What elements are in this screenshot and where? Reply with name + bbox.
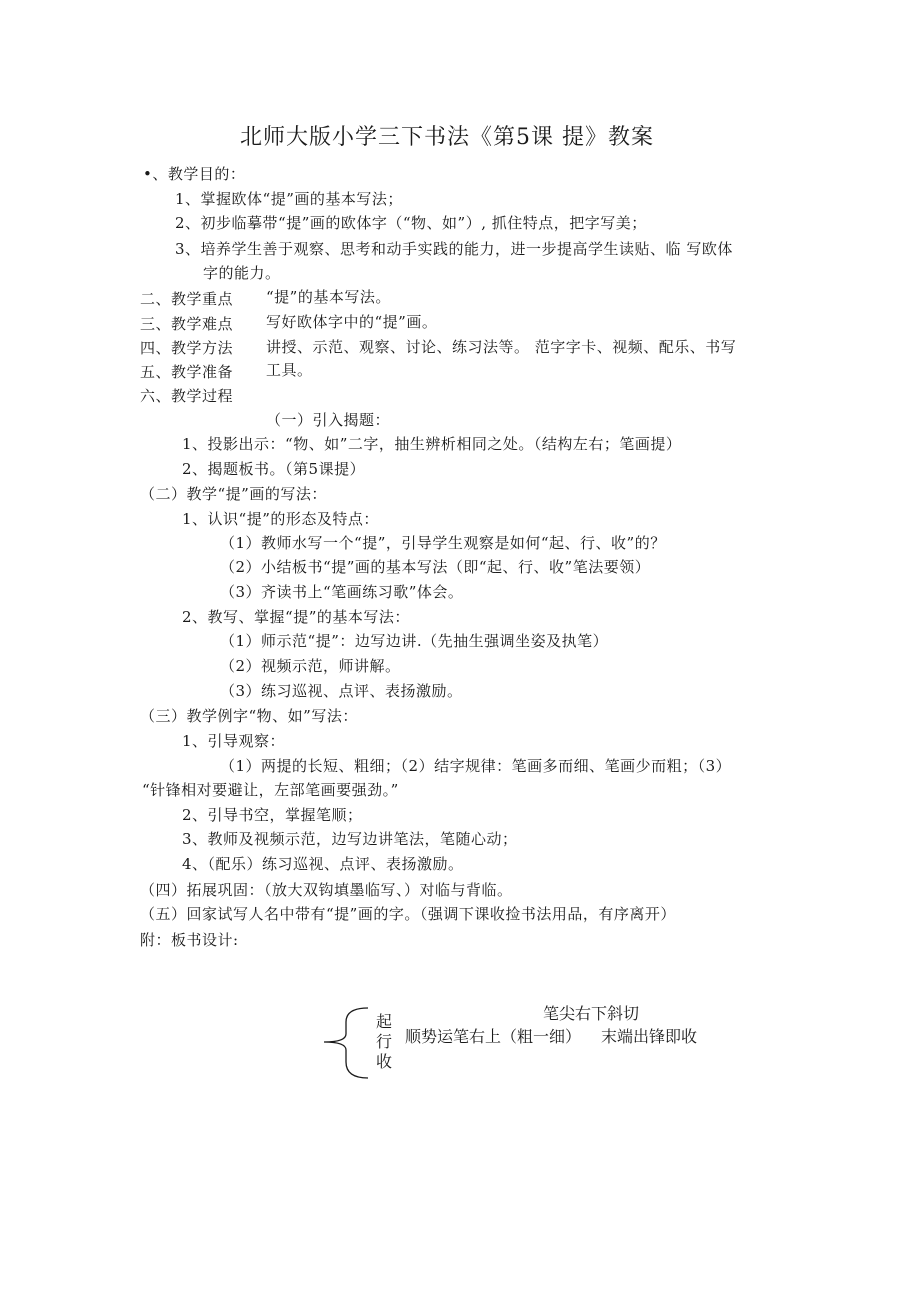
appendix-label: 附：板书设计: [140,931,239,949]
brace-icon [318,1004,378,1084]
method-label: 四、教学方法 [140,339,234,357]
part2-item-2-sub-3: （3）练习巡视、点评、表扬激励。 [220,682,463,700]
page-title: 北师大版小学三下书法《第5课 提》教案 [240,125,654,150]
part2-item-1-sub-1: （1）教师水写一个“提”，引导学生观察是如何“起、行、收”的？ [220,534,666,552]
part2-item-1-sub-2: （2）小结板书“提”画的基本写法（即“起、行、收”笔法要领） [220,558,651,576]
goal-item-2: 2、初步临摹带“提”画的欧体字（“物、如”）, 抓住特点，把字写美； [175,214,647,232]
goal-heading: •、教学目的： [143,165,246,183]
part2-item-2-sub-1: （1）师示范“提”：边写边讲.（先抽生强调坐姿及执笔） [220,632,609,650]
difficulty-label: 三、教学难点 [140,315,234,333]
part2-heading: （二）教学“提”画的写法： [140,485,327,503]
board-middle-left: 顺势运笔右上（粗一细） [405,1027,582,1046]
difficulty-text: 写好欧体字中的“提”画。 [266,313,438,331]
goal-item-1: 1、掌握欧体“提”画的基本写法； [175,190,403,208]
method-text: 讲授、示范、观察、讨论、练习法等。 范字字卡、视频、配乐、书写 [266,338,737,356]
part1-item-1: 1、投影出示：“物、如”二字，抽生辨析相同之处。（结构左右；笔画提） [182,435,682,453]
part3-item-1-line-1: （1）两提的长短、粗细；（2）结字规律：笔画多而细、笔画少而粗；（3） [220,757,732,775]
focus-label: 二、教学重点 [140,290,234,308]
board-char-shou: 收 [375,1052,392,1071]
prep-label: 五、教学准备 [140,363,234,381]
part3-item-3: 3、教师及视频示范，边写边讲笔法，笔随心动； [182,830,518,848]
process-label: 六、教学过程 [140,387,234,405]
board-middle-right: 末端出锋即收 [601,1027,698,1046]
board-char-qi: 起 [375,1012,392,1031]
part2-item-1: 1、认识“提”的形态及特点： [182,510,379,528]
part3-item-1: 1、引导观察： [182,732,286,750]
part3-item-4: 4、（配乐）练习巡视、点评、表扬激励。 [182,855,464,873]
part3-heading: （三）教学例字“物、如”写法： [140,707,358,725]
board-top-text: 笔尖右下斜切 [543,1004,640,1023]
part1-item-2: 2、揭题板书。（第5课提） [182,460,366,478]
goal-item-3: 3、培养学生善于观察、思考和动手实践的能力，进一步提高学生读贴、临 写欧体 [175,240,733,258]
part3-item-2: 2、引导书空，掌握笔顺； [182,806,363,824]
part2-item-2: 2、教写、掌握“提”的基本写法： [182,608,410,626]
part2-item-1-sub-3: （3）齐读书上“笔画练习歌”体会。 [220,583,464,601]
part5-line: （五）回家试写人名中带有“提”画的字。（强调下课收捡书法用品，有序离开） [140,905,676,923]
part3-item-1-line-2: “针锋相对要避让，左部笔画要强劲。” [142,781,399,799]
board-char-xing: 行 [375,1032,392,1051]
part4-line: （四）拓展巩固：（放大双钩填墨临写、）对临与背临。 [140,881,513,899]
prep-text: 工具。 [266,361,313,379]
part1-heading: （一）引入揭题： [266,411,391,429]
part2-item-2-sub-2: （2）视频示范，师讲解。 [220,657,401,675]
board-vertical-chars [374,1012,394,1072]
goal-item-3-cont: 字的能力。 [203,264,281,282]
focus-text: “提”的基本写法。 [266,288,391,306]
